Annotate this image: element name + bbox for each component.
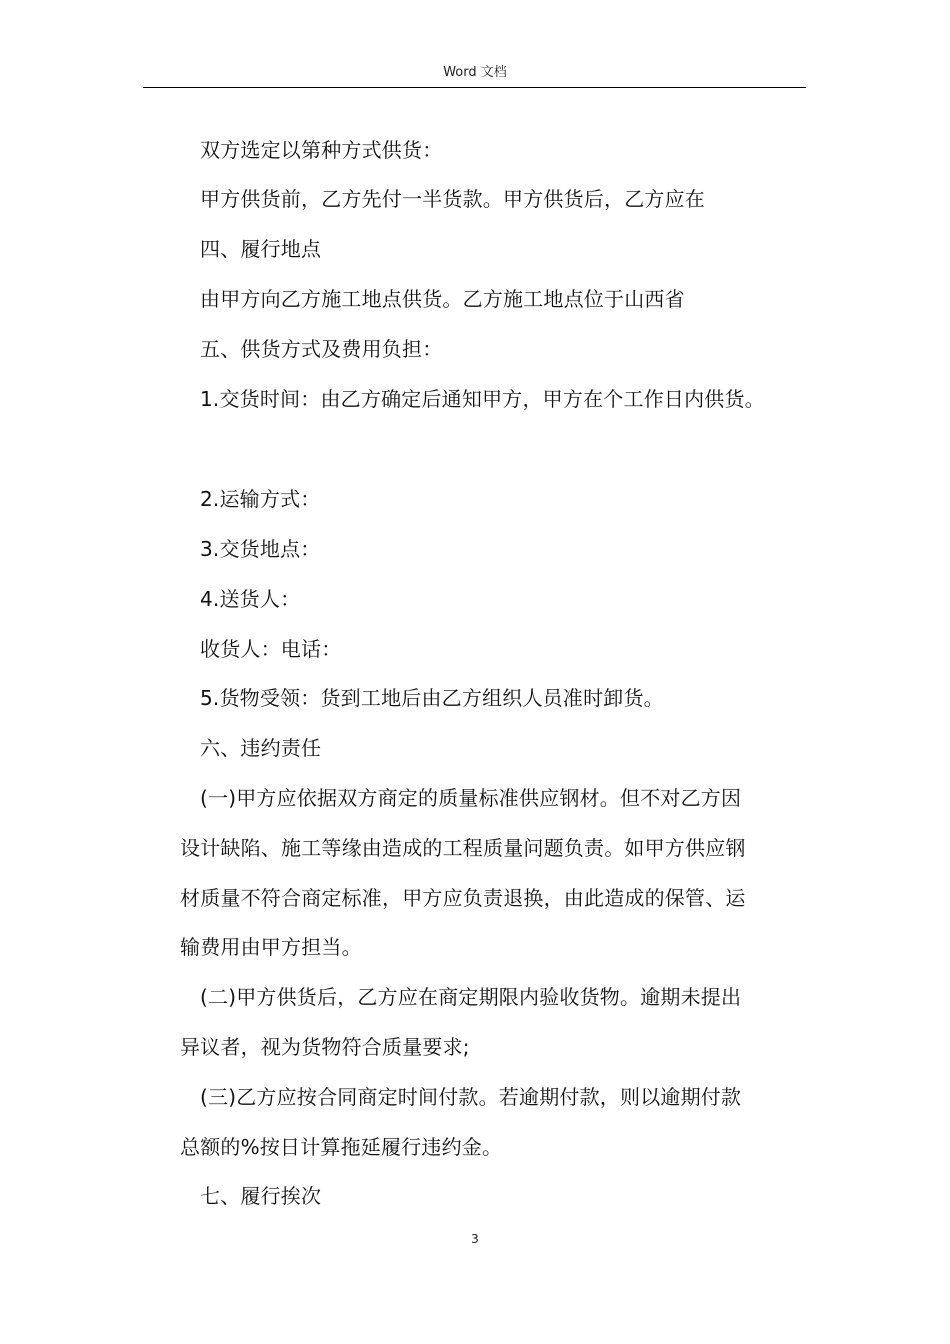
paragraph-line: 输费用由甲方担当。 [180, 935, 362, 959]
paragraph-line: 1.交货时间：由乙方确定后通知甲方，甲方在个工作日内供货。 [200, 387, 765, 411]
paragraph-line: 总额的%按日计算拖延履行违约金。 [180, 1135, 503, 1159]
paragraph-line: 设计缺陷、施工等缘由造成的工程质量问题负责。如甲方供应钢 [180, 836, 746, 860]
paragraph-line: 双方选定以第种方式供货： [200, 138, 443, 162]
page-header: Word 文档 [443, 65, 507, 80]
paragraph-line: 甲方供货前，乙方先付一半货款。甲方供货后，乙方应在 [200, 187, 705, 211]
paragraph-line: (二)甲方供货后，乙方应在商定期限内验收货物。逾期未提出 [200, 985, 742, 1009]
paragraph-line: 由甲方向乙方施工地点供货。乙方施工地点位于山西省 [200, 287, 685, 311]
paragraph-line: 异议者，视为货物符合质量要求; [180, 1035, 470, 1059]
section-heading: 六、违约责任 [200, 736, 322, 760]
section-heading: 四、履行地点 [200, 237, 322, 261]
section-heading: 五、供货方式及费用负担： [200, 337, 443, 361]
header-rule [143, 87, 806, 88]
paragraph-line: 收货人：电话： [200, 637, 342, 661]
paragraph-line: 材质量不符合商定标准，甲方应负责退换，由此造成的保管、运 [180, 886, 746, 910]
paragraph-line: 2.运输方式： [200, 487, 321, 511]
section-heading: 七、履行挨次 [200, 1184, 322, 1208]
paragraph-line: (一)甲方应依据双方商定的质量标准供应钢材。但不对乙方因 [200, 786, 742, 810]
paragraph-line: 4.送货人： [200, 587, 301, 611]
page-number: 3 [471, 1232, 479, 1246]
paragraph-line: 3.交货地点： [200, 537, 321, 561]
paragraph-line: 5.货物受领：货到工地后由乙方组织人员准时卸货。 [200, 686, 664, 710]
paragraph-line: (三)乙方应按合同商定时间付款。若逾期付款，则以逾期付款 [200, 1085, 742, 1109]
